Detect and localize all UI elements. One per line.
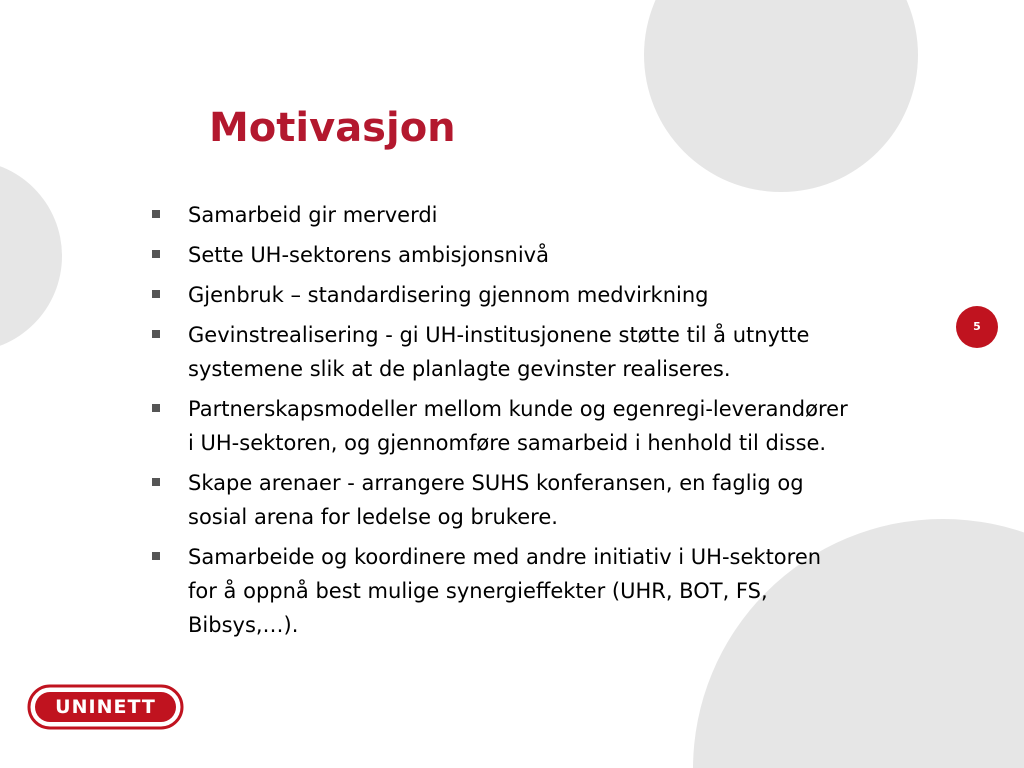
bullet-item	[152, 278, 852, 312]
uninett-logo	[27, 684, 184, 730]
bullet-item	[152, 466, 852, 534]
bullet-square-icon	[152, 404, 160, 412]
bullet-item	[152, 392, 852, 460]
bullet-item	[152, 198, 852, 232]
bullet-square-icon	[152, 552, 160, 560]
bullet-text: Skape arenaer - arrangere SUHS konferansen, en faglig og sosial arena for ledelse og brukere.	[188, 471, 804, 529]
bullet-square-icon	[152, 250, 160, 258]
bullet-text: Gevinstrealisering - gi UH-institusjonene støtte til å utnytte systemene slik at de planlagte gevinster realiseres.	[188, 323, 810, 381]
bullet-text: Samarbeid gir merverdi	[188, 203, 438, 227]
slide-title: Motivasjon	[209, 105, 456, 151]
bullet-square-icon	[152, 210, 160, 218]
bullet-square-icon	[152, 478, 160, 486]
bullet-square-icon	[152, 290, 160, 298]
bullet-text: Gjenbruk – standardisering gjennom medvirkning	[188, 283, 709, 307]
bullet-list	[152, 198, 852, 648]
bullet-item	[152, 318, 852, 386]
bullet-text: Sette UH-sektorens ambisjonsnivå	[188, 243, 549, 267]
background-circle-top	[644, 0, 918, 192]
page-number-badge: 5	[956, 306, 998, 348]
bullet-text: Samarbeide og koordinere med andre initiativ i UH-sektoren for å oppnå best mulige synergieffekter (UHR, BOT, FS, Bibsys,…).	[188, 545, 822, 637]
bullet-item	[152, 540, 852, 642]
background-circle-left	[0, 160, 62, 352]
bullet-square-icon	[152, 330, 160, 338]
logo-text: UNINETT	[55, 696, 156, 718]
bullet-text: Partnerskapsmodeller mellom kunde og egenregi-leverandører i UH-sektoren, og gjennomføre samarbeid i henhold til disse.	[188, 397, 848, 455]
bullet-item	[152, 238, 852, 272]
